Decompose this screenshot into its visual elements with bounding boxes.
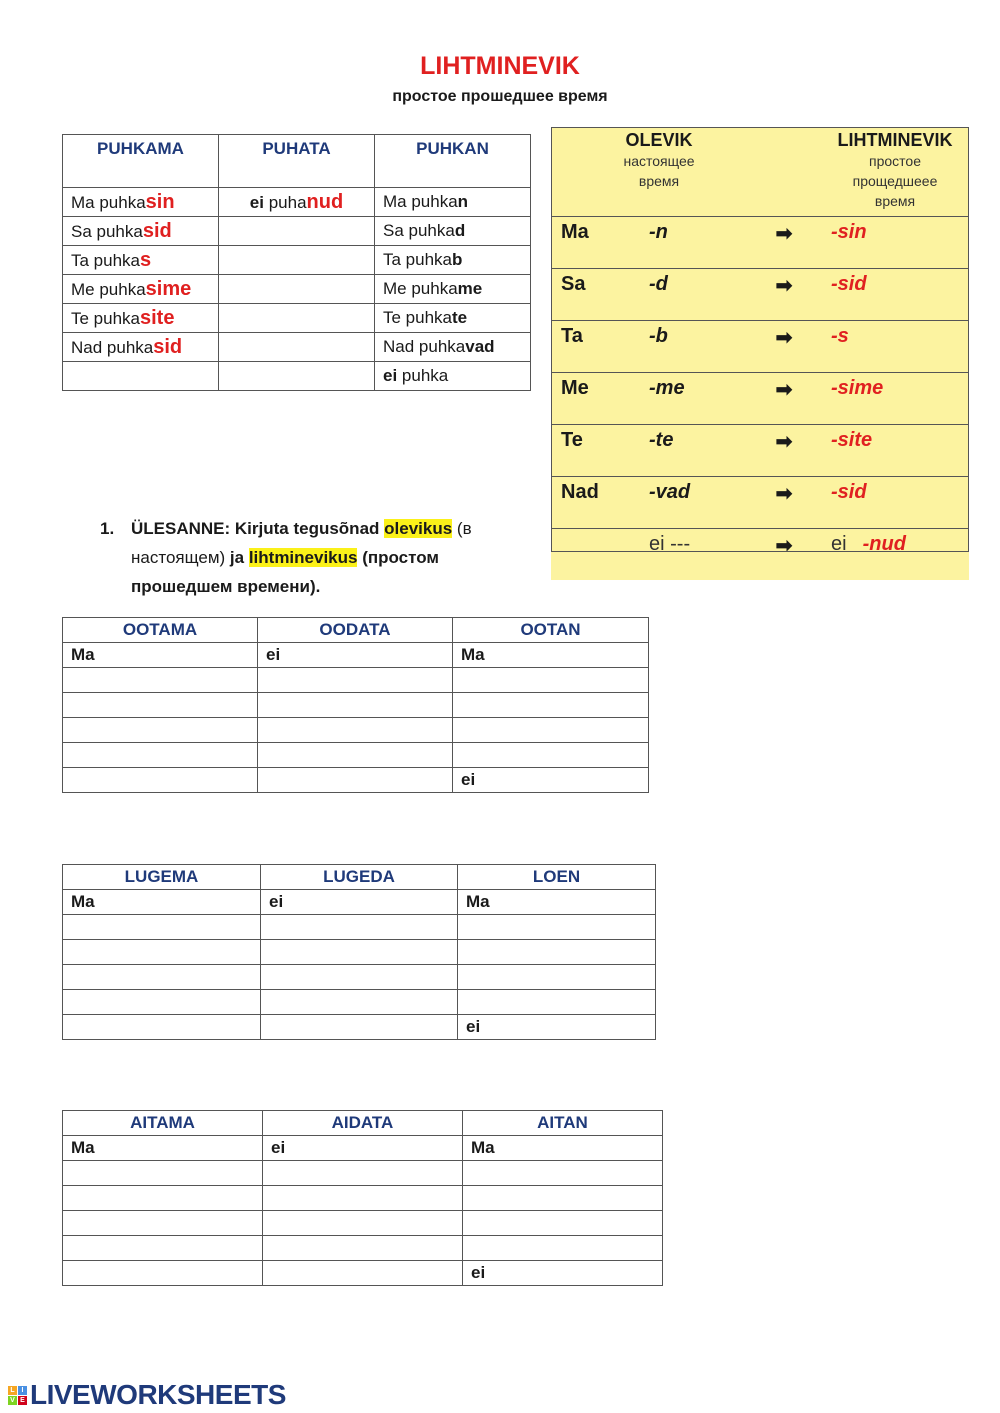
empty-cell (219, 333, 375, 362)
present-form-cell: Me puhkame (375, 275, 531, 304)
lihtminevik-title: LIHTMINEVIK (837, 130, 953, 150)
table-row (63, 304, 531, 333)
present-form-cell: Te puhkate (375, 304, 531, 333)
answer-cell[interactable] (63, 965, 261, 990)
empty-cell (219, 275, 375, 304)
arrow-right-icon: ➡ (737, 217, 821, 269)
logo-cube: I (18, 1386, 27, 1395)
column-header: PUHATA (219, 135, 375, 188)
column-header: OODATA (258, 618, 453, 643)
column-header: LUGEMA (63, 865, 261, 890)
task-label: ÜLESANNE: (131, 519, 231, 538)
answer-cell[interactable] (63, 990, 261, 1015)
table-row (63, 768, 649, 793)
table-row (63, 940, 656, 965)
column-header: OOTAMA (63, 618, 258, 643)
column-header: AITAN (463, 1111, 663, 1136)
past-ending: -sid (821, 477, 969, 529)
pronoun: Sa (551, 269, 639, 321)
olevik-title: OLEVIK (625, 130, 693, 150)
table-row (63, 246, 531, 275)
answer-cell[interactable]: Ma (63, 1136, 263, 1161)
answer-cell[interactable] (453, 743, 649, 768)
column-header: LUGEDA (261, 865, 458, 890)
answer-cell[interactable] (63, 1186, 263, 1211)
table-header-row (63, 1111, 663, 1136)
column-header: AIDATA (263, 1111, 463, 1136)
present-form-cell: Sa puhkad (375, 217, 531, 246)
answer-cell[interactable] (263, 1211, 463, 1236)
past-form-cell: Sa puhkasid (63, 217, 219, 246)
answer-cell[interactable] (463, 1211, 663, 1236)
column-header: LOEN (458, 865, 656, 890)
exercise-table-lugema (62, 864, 656, 1040)
answer-cell[interactable] (63, 940, 261, 965)
table-row (63, 217, 531, 246)
table-row (63, 890, 656, 915)
task-instructions: 1. ÜLESANNE: Kirjuta tegusõnad olevikus (в настоящем) ja lihtminevikus (простом прошедшем времени). (100, 514, 520, 601)
negative-present: ei --- (639, 529, 737, 581)
negative-past: ei -nud (821, 529, 969, 581)
table-row (63, 1261, 663, 1286)
past-ending: -sin (821, 217, 969, 269)
answer-cell[interactable] (261, 1015, 458, 1040)
answer-cell[interactable] (63, 1015, 261, 1040)
present-ending: -b (639, 321, 737, 373)
exercise-table-aitama (62, 1110, 663, 1286)
answer-cell[interactable] (258, 693, 453, 718)
present-ending: -vad (639, 477, 737, 529)
present-ending: -d (639, 269, 737, 321)
table-row (63, 188, 531, 217)
table-row (63, 915, 656, 940)
answer-cell[interactable] (258, 668, 453, 693)
past-form-cell: Nad puhkasid (63, 333, 219, 362)
page-subtitle: простое прошедшее время (392, 88, 608, 105)
answer-cell[interactable]: Ma (63, 643, 258, 668)
logo-text: LIVEWORKSHEETS (30, 1379, 286, 1410)
past-ending: -s (821, 321, 969, 373)
arrow-right-icon: ➡ (737, 269, 821, 321)
answer-cell[interactable] (63, 718, 258, 743)
answer-cell[interactable] (463, 1186, 663, 1211)
answer-cell[interactable] (258, 768, 453, 793)
answer-cell[interactable] (453, 718, 649, 743)
answer-cell[interactable] (458, 965, 656, 990)
puhkama-table (62, 134, 531, 391)
answer-cell[interactable] (263, 1236, 463, 1261)
answer-cell[interactable] (258, 718, 453, 743)
table-row (63, 1015, 656, 1040)
empty-cell (219, 362, 375, 391)
pronoun: Te (551, 425, 639, 477)
answer-cell[interactable] (458, 990, 656, 1015)
table-header-row (63, 135, 531, 188)
empty-cell (219, 217, 375, 246)
logo-cube: E (18, 1396, 27, 1405)
page-title: LIHTMINEVIK (420, 52, 580, 80)
column-header: PUHKAN (375, 135, 531, 188)
lihtminevik-subtitle: прощедшеее (852, 173, 938, 189)
answer-cell[interactable] (463, 1161, 663, 1186)
answer-cell[interactable] (63, 1161, 263, 1186)
table-row (63, 1161, 663, 1186)
answer-cell[interactable] (258, 743, 453, 768)
column-header: PUHKAMA (63, 135, 219, 188)
answer-cell[interactable]: Ma (463, 1136, 663, 1161)
empty-cell (219, 246, 375, 275)
answer-cell[interactable]: ei (453, 768, 649, 793)
liveworksheets-logo[interactable] (8, 1380, 286, 1410)
olevik-subtitle: время (638, 173, 680, 189)
negative-past-cell: ei puhanud (219, 188, 375, 217)
present-ending: -te (639, 425, 737, 477)
present-ending: -me (639, 373, 737, 425)
answer-cell[interactable] (261, 915, 458, 940)
answer-cell[interactable] (453, 693, 649, 718)
answer-cell[interactable]: ei (463, 1261, 663, 1286)
answer-cell[interactable] (458, 915, 656, 940)
task-number: 1. (100, 519, 115, 538)
answer-cell[interactable]: Ma (453, 643, 649, 668)
past-form-cell: Te puhkasite (63, 304, 219, 333)
answer-cell[interactable] (63, 915, 261, 940)
arrow-right-icon: ➡ (737, 425, 821, 477)
answer-cell[interactable] (63, 743, 258, 768)
answer-cell[interactable] (263, 1261, 463, 1286)
answer-cell[interactable]: ei (258, 643, 453, 668)
table-row (63, 1136, 663, 1161)
highlight-olevikus: olevikus (384, 519, 453, 538)
answer-cell[interactable] (63, 668, 258, 693)
pronoun: Ma (551, 217, 639, 269)
table-row (63, 990, 656, 1015)
answer-cell[interactable]: Ma (458, 890, 656, 915)
present-form-cell: Ma puhkan (375, 188, 531, 217)
table-row (63, 693, 649, 718)
logo-cube: V (8, 1396, 17, 1405)
past-ending: -sime (821, 373, 969, 425)
arrow-right-icon: ➡ (737, 477, 821, 529)
answer-cell[interactable] (63, 768, 258, 793)
answer-cell[interactable]: Ma (63, 890, 261, 915)
past-ending: -sid (821, 269, 969, 321)
answer-cell[interactable] (453, 668, 649, 693)
past-ending: -site (821, 425, 969, 477)
table-row (63, 965, 656, 990)
column-header: AITAMA (63, 1111, 263, 1136)
table-row (63, 1236, 663, 1261)
past-form-cell: Ma puhkasin (63, 188, 219, 217)
answer-cell[interactable]: ei (263, 1136, 463, 1161)
exercise-table-ootama (62, 617, 649, 793)
past-form-cell: Ta puhkas (63, 246, 219, 275)
negative-present-cell: ei puhka (375, 362, 531, 391)
lihtminevik-subtitle: время (874, 193, 916, 209)
answer-cell[interactable]: ei (261, 890, 458, 915)
arrow-right-icon: ➡ (737, 373, 821, 425)
table-row (63, 1211, 663, 1236)
table-row (63, 362, 531, 391)
table-row (63, 743, 649, 768)
answer-cell[interactable] (261, 940, 458, 965)
answer-cell[interactable] (263, 1186, 463, 1211)
table-row (63, 643, 649, 668)
answer-cell[interactable] (261, 990, 458, 1015)
arrow-right-icon: ➡ (737, 529, 821, 581)
answer-cell[interactable] (63, 1261, 263, 1286)
present-form-cell: Ta puhkab (375, 246, 531, 275)
table-header-row (63, 865, 656, 890)
table-row (63, 668, 649, 693)
answer-cell[interactable] (458, 940, 656, 965)
lihtminevik-subtitle: простое (869, 153, 921, 169)
answer-cell[interactable] (261, 965, 458, 990)
empty-cell (63, 362, 219, 391)
highlight-lihtminevikus: lihtminevikus (248, 548, 358, 567)
logo-cube: L (8, 1386, 17, 1395)
answer-cell[interactable]: ei (458, 1015, 656, 1040)
table-row (63, 333, 531, 362)
table-row (63, 718, 649, 743)
table-row (63, 275, 531, 304)
past-form-cell: Me puhkasime (63, 275, 219, 304)
table-row (63, 1186, 663, 1211)
answer-cell[interactable] (63, 693, 258, 718)
answer-cell[interactable] (263, 1161, 463, 1186)
empty-cell (219, 304, 375, 333)
answer-cell[interactable] (63, 1211, 263, 1236)
present-form-cell: Nad puhkavad (375, 333, 531, 362)
rules-border (551, 127, 969, 552)
table-header-row (63, 618, 649, 643)
arrow-right-icon: ➡ (737, 321, 821, 373)
present-ending: -n (639, 217, 737, 269)
column-header: OOTAN (453, 618, 649, 643)
pronoun: Nad (551, 477, 639, 529)
answer-cell[interactable] (63, 1236, 263, 1261)
answer-cell[interactable] (463, 1236, 663, 1261)
logo-cubes-icon (8, 1386, 27, 1405)
pronoun: Ta (551, 321, 639, 373)
olevik-subtitle: настоящее (623, 153, 695, 169)
pronoun: Me (551, 373, 639, 425)
